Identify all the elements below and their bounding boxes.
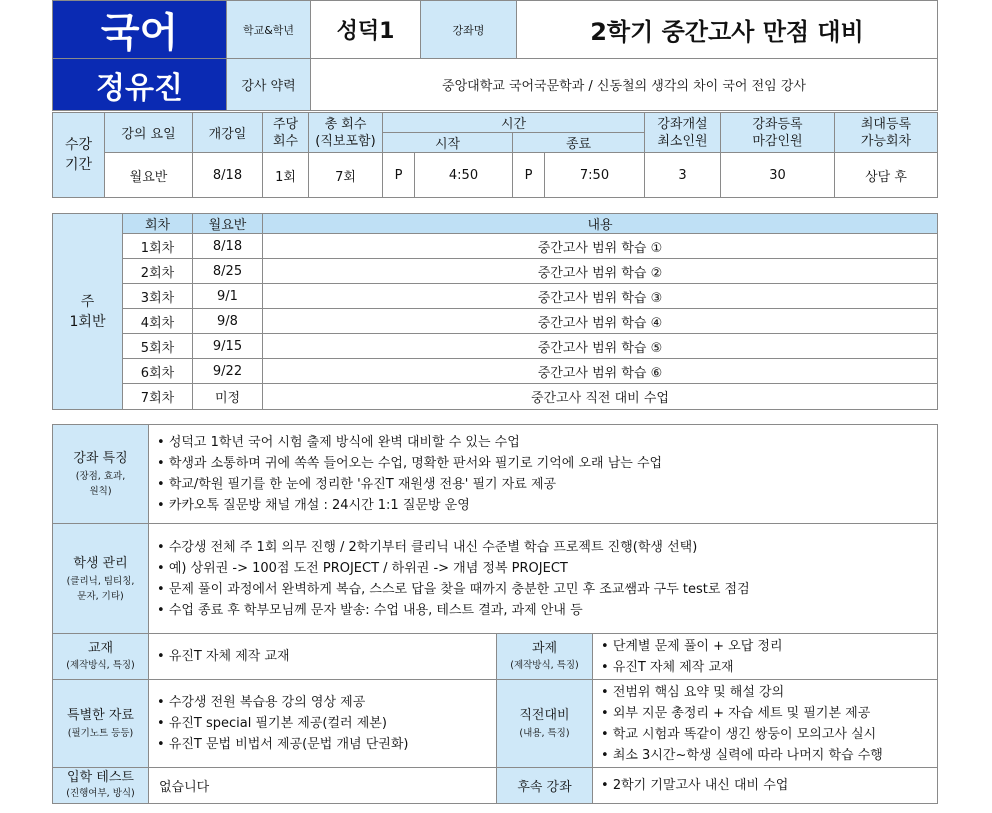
period-header-time-start: 시작 bbox=[383, 133, 513, 153]
schedule-row bbox=[53, 234, 938, 259]
schedule-session: 1회차 bbox=[123, 234, 193, 259]
features-item: • 학생과 소통하며 귀에 쏙쏙 들어오는 수업, 명확한 판서와 필기로 기억에 오래 남는 수업 bbox=[157, 453, 937, 474]
features-content bbox=[149, 425, 938, 524]
schedule-date: 미정 bbox=[193, 384, 263, 410]
period-header-max: 최대등록 가능회차 bbox=[835, 113, 938, 153]
period-side-label: 수강 기간 bbox=[53, 113, 105, 198]
management-label: 학생 관리 (클리닉, 팀티칭, 문자, 기타) bbox=[53, 524, 149, 634]
period-end-time: 7:50 bbox=[545, 153, 645, 198]
schedule-content: 중간고사 범위 학습 ④ bbox=[263, 309, 938, 334]
homework-label: 과제 (제작방식, 특징) bbox=[497, 634, 593, 680]
schedule-session: 2회차 bbox=[123, 259, 193, 284]
features-item: • 성덕고 1학년 국어 시험 출제 방식에 완벽 대비할 수 있는 수업 bbox=[157, 432, 937, 453]
schedule-content: 중간고사 범위 학습 ① bbox=[263, 234, 938, 259]
management-item: • 문제 풀이 과정에서 완벽하게 복습, 스스로 답을 찾을 때까지 충분한 고민 후 조교쌤과 구두 test로 점검 bbox=[157, 579, 937, 600]
period-header-time-end: 종료 bbox=[513, 133, 645, 153]
followup-label: 후속 강좌 bbox=[497, 768, 593, 804]
period-header-time: 시간 bbox=[383, 113, 645, 133]
special-item: • 수강생 전원 복습용 강의 영상 제공 bbox=[157, 692, 496, 713]
management-item: • 수강생 전체 주 1회 의무 진행 / 2학기부터 클리닉 내신 수준별 학습 프로젝트 진행(학생 선택) bbox=[157, 537, 937, 558]
final-prep-item: • 최소 3시간~학생 실력에 따라 나머지 학습 수행 bbox=[601, 745, 937, 766]
schedule-session: 4회차 bbox=[123, 309, 193, 334]
features-item: • 카카오톡 질문방 채널 개설 : 24시간 1:1 질문방 운영 bbox=[157, 495, 937, 516]
school-label: 학교&학년 bbox=[227, 1, 311, 59]
period-day: 월요반 bbox=[105, 153, 193, 198]
entrance-value: 없습니다 bbox=[149, 768, 497, 804]
course-label: 강좌명 bbox=[421, 1, 517, 59]
subject-title: 국어 bbox=[53, 1, 227, 59]
followup-content bbox=[593, 768, 938, 804]
course-title: 2학기 중간고사 만점 대비 bbox=[517, 1, 938, 59]
entrance-label: 입학 테스트 (진행여부, 방식) bbox=[53, 768, 149, 804]
schedule-row bbox=[53, 284, 938, 309]
schedule-session: 7회차 bbox=[123, 384, 193, 410]
schedule-content: 중간고사 범위 학습 ② bbox=[263, 259, 938, 284]
special-label: 특별한 자료 (필기노트 등등) bbox=[53, 680, 149, 768]
schedule-date: 8/18 bbox=[193, 234, 263, 259]
profile-value: 중앙대학교 국어국문학과 / 신동철의 생각의 차이 국어 전임 강사 bbox=[311, 59, 938, 111]
schedule-content: 중간고사 범위 학습 ⑥ bbox=[263, 359, 938, 384]
header-table bbox=[52, 0, 938, 111]
textbook-label: 교재 (제작방식, 특징) bbox=[53, 634, 149, 680]
period-header-weekly: 주당 회수 bbox=[263, 113, 309, 153]
schedule-date: 9/1 bbox=[193, 284, 263, 309]
homework-item: • 유진T 자체 제작 교재 bbox=[601, 657, 937, 678]
period-header-close: 강좌등록 마감인원 bbox=[721, 113, 835, 153]
period-end-ampm: P bbox=[513, 153, 545, 198]
schedule-date: 9/8 bbox=[193, 309, 263, 334]
schedule-side-label: 주 1회반 bbox=[53, 214, 123, 410]
schedule-header-content: 내용 bbox=[263, 214, 938, 234]
schedule-date: 9/15 bbox=[193, 334, 263, 359]
schedule-header-session: 회차 bbox=[123, 214, 193, 234]
special-item: • 유진T 문법 비법서 제공(문법 개념 단권화) bbox=[157, 734, 496, 755]
schedule-content: 중간고사 직전 대비 수업 bbox=[263, 384, 938, 410]
period-header-min: 강좌개설 최소인원 bbox=[645, 113, 721, 153]
teacher-name: 정유진 bbox=[53, 59, 227, 111]
management-item: • 수업 종료 후 학부모님께 문자 발송: 수업 내용, 테스트 결과, 과제 안내 등 bbox=[157, 600, 937, 621]
schedule-content: 중간고사 범위 학습 ⑤ bbox=[263, 334, 938, 359]
schedule-date: 9/22 bbox=[193, 359, 263, 384]
schedule-date: 8/25 bbox=[193, 259, 263, 284]
final-prep-item: • 외부 지문 총정리 + 자습 세트 및 필기본 제공 bbox=[601, 703, 937, 724]
schedule-row bbox=[53, 309, 938, 334]
followup-item: • 2학기 기말고사 내신 대비 수업 bbox=[601, 775, 937, 796]
final-prep-item: • 학교 시험과 똑같이 생긴 쌍둥이 모의고사 실시 bbox=[601, 724, 937, 745]
special-item: • 유진T special 필기본 제공(컬러 제본) bbox=[157, 713, 496, 734]
schedule-row bbox=[53, 384, 938, 410]
schedule-row bbox=[53, 334, 938, 359]
schedule-content: 중간고사 범위 학습 ③ bbox=[263, 284, 938, 309]
period-weekly: 1회 bbox=[263, 153, 309, 198]
period-start-ampm: P bbox=[383, 153, 415, 198]
homework-content bbox=[593, 634, 938, 680]
management-content bbox=[149, 524, 938, 634]
period-close-people: 30 bbox=[721, 153, 835, 198]
schedule-session: 5회차 bbox=[123, 334, 193, 359]
period-header-day: 강의 요일 bbox=[105, 113, 193, 153]
period-total: 7회 bbox=[309, 153, 383, 198]
school-value: 성덕1 bbox=[311, 1, 421, 59]
details-table bbox=[52, 424, 938, 804]
management-item: • 예) 상위권 -> 100점 도전 PROJECT / 하위권 -> 개념 정복 PROJECT bbox=[157, 558, 937, 579]
period-start-time: 4:50 bbox=[415, 153, 513, 198]
special-content bbox=[149, 680, 497, 768]
schedule-session: 6회차 bbox=[123, 359, 193, 384]
homework-item: • 단계별 문제 풀이 + 오답 정리 bbox=[601, 636, 937, 657]
period-max-sessions: 상담 후 bbox=[835, 153, 938, 198]
schedule-row bbox=[53, 359, 938, 384]
features-item: • 학교/학원 필기를 한 눈에 정리한 '유진T 재원생 전용' 필기 자료 제공 bbox=[157, 474, 937, 495]
final-prep-item: • 전범위 핵심 요약 및 해설 강의 bbox=[601, 682, 937, 703]
schedule-row bbox=[53, 259, 938, 284]
schedule-header-day: 월요반 bbox=[193, 214, 263, 234]
period-start-date: 8/18 bbox=[193, 153, 263, 198]
profile-label: 강사 약력 bbox=[227, 59, 311, 111]
features-label: 강좌 특징 (장점, 효과, 원칙) bbox=[53, 425, 149, 524]
period-table bbox=[52, 112, 938, 198]
final-prep-label: 직전대비 (내용, 특징) bbox=[497, 680, 593, 768]
textbook-item: • 유진T 자체 제작 교재 bbox=[157, 646, 496, 667]
final-prep-content bbox=[593, 680, 938, 768]
period-min-people: 3 bbox=[645, 153, 721, 198]
period-header-start-date: 개강일 bbox=[193, 113, 263, 153]
period-header-total: 총 회수 (직보포함) bbox=[309, 113, 383, 153]
schedule-table bbox=[52, 213, 938, 410]
schedule-session: 3회차 bbox=[123, 284, 193, 309]
textbook-content bbox=[149, 634, 497, 680]
